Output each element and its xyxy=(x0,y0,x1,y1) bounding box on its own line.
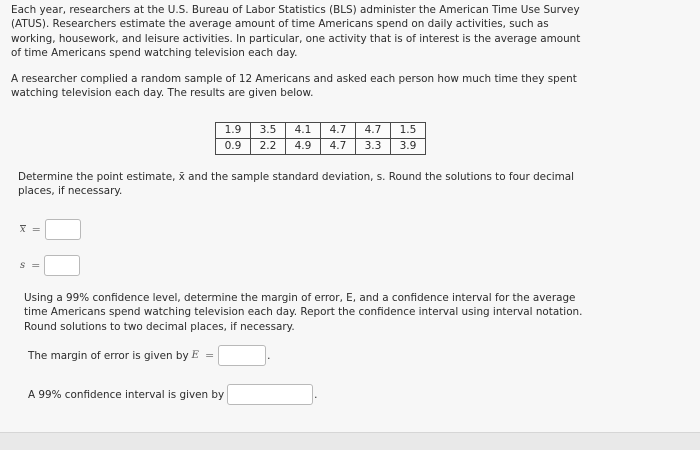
table-row xyxy=(216,123,426,139)
data-cell: 4.9 xyxy=(286,139,321,155)
ci-answer-row xyxy=(28,384,317,405)
equals-sign: = xyxy=(204,349,215,362)
std-dev-input[interactable] xyxy=(44,255,80,276)
sample-data-table xyxy=(215,122,426,155)
equals-sign: = xyxy=(31,259,41,272)
margin-of-error-input[interactable] xyxy=(218,345,266,366)
setup-paragraph: A researcher complied a random sample of 12 Americans and asked each person how much time they spent watching television each day. The results are given below. xyxy=(11,73,577,100)
period: . xyxy=(267,349,271,362)
data-cell: 4.7 xyxy=(321,139,356,155)
table-row xyxy=(216,139,426,155)
data-cell: 3.3 xyxy=(356,139,391,155)
xbar-answer-row xyxy=(20,219,81,240)
data-cell: 3.9 xyxy=(391,139,426,155)
period: . xyxy=(314,388,318,401)
margin-var-label: E xyxy=(191,350,199,361)
margin-prompt: The margin of error is given by xyxy=(28,349,189,362)
confidence-interval-instructions: Using a 99% confidence level, determine the margin of error, E, and a confidence interval for the average time Americans spend watching television each day. Report the confidence interval using interval notation. Round solutions to two decimal places, if necessary. xyxy=(24,292,583,333)
xbar-input[interactable] xyxy=(45,219,81,240)
data-cell: 4.7 xyxy=(356,123,391,139)
data-cell: 3.5 xyxy=(251,123,286,139)
data-cell: 1.5 xyxy=(391,123,426,139)
equals-sign: = xyxy=(31,223,41,236)
point-estimate-instructions: Determine the point estimate, x̄ and the sample standard deviation, s. Round the solutions to four decimal places, if necessary. xyxy=(18,171,575,198)
data-cell: 4.7 xyxy=(321,123,356,139)
xbar-label: x xyxy=(20,224,26,235)
s-label: s xyxy=(20,260,26,271)
intro-paragraph: Each year, researchers at the U.S. Bureau of Labor Statistics (BLS) administer the American Time Use Survey (ATUS). Researchers estimate the average amount of time Americans spend on daily activities, such as working, housework, and leisure activities. In particular, one activity that is of interest is the average amount of time Americans spend watching television each day. xyxy=(11,4,581,59)
confidence-interval-input[interactable] xyxy=(227,384,313,405)
data-cell: 1.9 xyxy=(216,123,251,139)
s-answer-row xyxy=(20,255,80,276)
ci-prompt: A 99% confidence interval is given by xyxy=(28,388,225,401)
margin-answer-row xyxy=(28,345,270,366)
data-cell: 2.2 xyxy=(251,139,286,155)
data-cell: 0.9 xyxy=(216,139,251,155)
data-cell: 4.1 xyxy=(286,123,321,139)
